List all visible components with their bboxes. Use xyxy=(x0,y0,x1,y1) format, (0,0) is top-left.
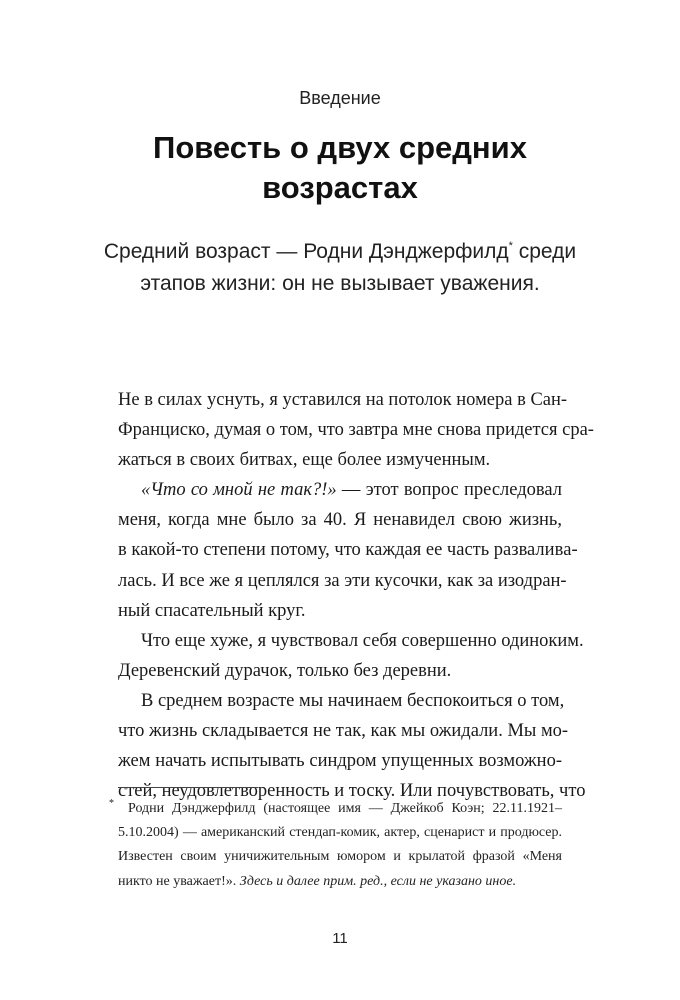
footnote-text: никто не уважает!». xyxy=(118,873,240,889)
footnote-line: Родни Дэнджерфилд (настоящее имя — Джейкоб Коэн; 22.11.1921– xyxy=(128,801,562,816)
footnote-line xyxy=(118,870,562,894)
editor-note: Здесь и далее прим. ред., если не указано иное. xyxy=(239,873,517,889)
quote-text: «Что со мной не так?!» xyxy=(141,480,337,501)
footnote-divider xyxy=(118,787,258,788)
body-line: Что еще хуже, я чувствовал себя совершенно одиноким. xyxy=(141,630,584,651)
chapter-kicker: Введение xyxy=(299,88,381,108)
body-line: ный спасательный круг. xyxy=(118,600,306,621)
epigraph xyxy=(0,236,680,300)
epigraph-text: среди xyxy=(512,240,577,263)
footnote-line: 5.10.2004) — американский стендап-комик, актер, сценарист и продюсер. xyxy=(118,825,562,841)
body-line: стей, неудовлетворенность и тоску. Или почувствовать, что xyxy=(118,781,586,802)
epigraph-line xyxy=(0,236,680,268)
body-line: В среднем возрасте мы начинаем беспокоиться о том, xyxy=(141,690,565,711)
body-line: жаться в своих битвах, еще более измученным. xyxy=(118,450,491,471)
body-line: Деревенский дурачок, только без деревни. xyxy=(118,660,452,681)
body-line xyxy=(118,475,562,505)
body-line-text: — этот вопрос преследовал xyxy=(336,480,562,501)
footnote xyxy=(109,797,562,894)
chapter-title-line: Повесть о двух средних xyxy=(153,130,527,165)
body-text xyxy=(118,385,594,806)
epigraph-line: этапов жизни: он не вызывает уважения. xyxy=(140,272,540,295)
body-line: жем начать испытывать синдром упущенных возможно- xyxy=(118,751,562,772)
footnote-reference: * xyxy=(508,240,513,252)
footnote-line: Известен своим уничижительным юмором и крылатой фразой «Меня xyxy=(118,849,562,865)
body-line: что жизнь складывается не так, как мы ожидали. Мы мо- xyxy=(118,721,569,742)
body-line: меня, когда мне было за 40. Я ненавидел свою жизнь, xyxy=(118,510,562,531)
chapter-title-line: возрастах xyxy=(262,170,418,205)
body-line: Не в силах уснуть, я уставился на потолок номера в Сан- xyxy=(118,390,568,410)
epigraph-text: Средний возраст — Родни Дэнджерфилд xyxy=(103,240,509,263)
page-number: 11 xyxy=(332,930,348,947)
body-line: Франциско, думая о том, что завтра мне снова придется сра- xyxy=(118,420,594,441)
footnote-marker: * xyxy=(109,798,114,809)
body-line: в какой-то степени потому, что каждая ее часть разваливa- xyxy=(118,540,578,561)
body-line: лась. И все же я цеплялся за эти кусочки, как за изодран- xyxy=(118,570,567,591)
chapter-title xyxy=(0,128,680,208)
